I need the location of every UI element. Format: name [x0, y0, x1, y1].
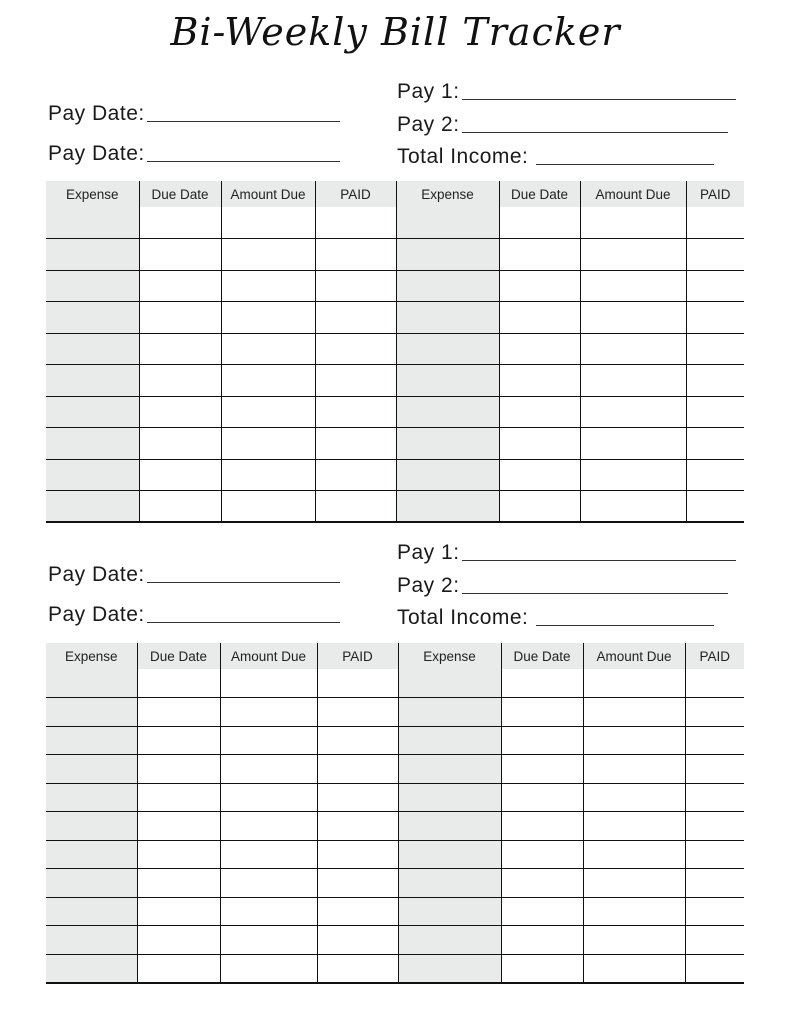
amount-due-cell[interactable] [580, 270, 686, 302]
pay-date-2-label: Pay Date: [48, 603, 145, 626]
col-amount-due-header: Amount Due [221, 181, 315, 207]
paid-cell[interactable] [685, 840, 744, 869]
expense-cell[interactable] [396, 333, 499, 365]
due-date-cell[interactable] [501, 783, 583, 812]
expense-cell[interactable] [398, 812, 501, 841]
paid-cell[interactable] [317, 812, 398, 841]
amount-due-cell[interactable] [580, 302, 686, 334]
paid-cell[interactable] [315, 459, 396, 491]
paid-cell[interactable] [686, 365, 744, 397]
due-date-cell[interactable] [499, 459, 580, 491]
amount-due-cell[interactable] [221, 239, 315, 271]
amount-due-cell[interactable] [221, 396, 315, 428]
paid-cell[interactable] [685, 954, 744, 983]
paid-cell[interactable] [685, 812, 744, 841]
paid-cell[interactable] [686, 333, 744, 365]
due-date-cell[interactable] [499, 239, 580, 271]
amount-due-cell[interactable] [221, 302, 315, 334]
due-date-cell[interactable] [499, 491, 580, 523]
amount-due-cell[interactable] [580, 239, 686, 271]
table-row [46, 755, 744, 784]
paid-cell[interactable] [686, 459, 744, 491]
due-date-cell[interactable] [139, 302, 221, 334]
expense-cell[interactable] [46, 270, 139, 302]
pay-2-label: Pay 2: [397, 574, 460, 597]
amount-due-cell[interactable] [220, 698, 317, 727]
amount-due-cell[interactable] [221, 333, 315, 365]
expense-cell[interactable] [46, 365, 139, 397]
pay-1-field[interactable] [397, 80, 736, 104]
col-paid-header: PAID [315, 181, 396, 207]
table-row [46, 897, 744, 926]
table-row [46, 491, 744, 523]
due-date-cell[interactable] [499, 365, 580, 397]
expense-cell[interactable] [46, 698, 137, 727]
due-date-cell[interactable] [139, 491, 221, 523]
col-amount-due-header: Amount Due [220, 643, 317, 669]
table-row [46, 207, 744, 239]
paid-cell[interactable] [317, 755, 398, 784]
amount-due-cell[interactable] [220, 812, 317, 841]
table-row [46, 812, 744, 841]
table-header-row [46, 643, 744, 669]
paid-cell[interactable] [315, 270, 396, 302]
paid-cell[interactable] [315, 428, 396, 460]
amount-due-cell[interactable] [220, 669, 317, 698]
table-header-row [46, 181, 744, 207]
amount-due-cell[interactable] [583, 869, 685, 898]
table-row [46, 302, 744, 334]
col-amount-due-header: Amount Due [580, 181, 686, 207]
expense-cell[interactable] [398, 783, 501, 812]
due-date-cell[interactable] [501, 812, 583, 841]
paid-cell[interactable] [317, 726, 398, 755]
due-date-cell[interactable] [137, 926, 220, 955]
table-body-2 [46, 669, 744, 983]
col-expense-header: Expense [398, 643, 501, 669]
paid-cell[interactable] [686, 270, 744, 302]
due-date-cell[interactable] [137, 869, 220, 898]
pay-2-label: Pay 2: [397, 113, 460, 136]
due-date-cell[interactable] [501, 698, 583, 727]
paid-cell[interactable] [315, 302, 396, 334]
paid-cell[interactable] [685, 783, 744, 812]
due-date-cell[interactable] [139, 428, 221, 460]
total-income-field[interactable] [397, 606, 714, 630]
expense-cell[interactable] [396, 302, 499, 334]
amount-due-cell[interactable] [221, 428, 315, 460]
paid-cell[interactable] [686, 239, 744, 271]
amount-due-cell[interactable] [220, 954, 317, 983]
table-row [46, 783, 744, 812]
table-row [46, 869, 744, 898]
paid-cell[interactable] [315, 491, 396, 523]
due-date-cell[interactable] [501, 869, 583, 898]
expense-cell[interactable] [46, 869, 137, 898]
table-row [46, 239, 744, 271]
due-date-cell[interactable] [139, 333, 221, 365]
col-due-date-header: Due Date [499, 181, 580, 207]
expense-cell[interactable] [398, 669, 501, 698]
due-date-cell[interactable] [501, 669, 583, 698]
pay-date-1-label: Pay Date: [48, 102, 145, 125]
expense-cell[interactable] [398, 869, 501, 898]
col-expense-header: Expense [46, 181, 139, 207]
amount-due-cell[interactable] [220, 783, 317, 812]
total-income-field[interactable] [397, 145, 714, 169]
amount-due-cell[interactable] [220, 726, 317, 755]
table-row [46, 333, 744, 365]
amount-due-cell[interactable] [580, 365, 686, 397]
amount-due-cell[interactable] [220, 755, 317, 784]
amount-due-cell[interactable] [583, 926, 685, 955]
expense-cell[interactable] [396, 365, 499, 397]
expense-cell[interactable] [398, 726, 501, 755]
paid-cell[interactable] [315, 239, 396, 271]
expense-cell[interactable] [398, 698, 501, 727]
table-row [46, 270, 744, 302]
pay-date-2-field[interactable] [48, 142, 340, 166]
amount-due-cell[interactable] [583, 954, 685, 983]
table-row [46, 726, 744, 755]
col-paid-header: PAID [685, 643, 744, 669]
amount-due-cell[interactable] [220, 840, 317, 869]
due-date-cell[interactable] [137, 812, 220, 841]
due-date-cell[interactable] [139, 207, 221, 239]
due-date-cell[interactable] [137, 726, 220, 755]
expense-cell[interactable] [46, 755, 137, 784]
paid-cell[interactable] [315, 333, 396, 365]
due-date-cell[interactable] [139, 459, 221, 491]
paid-cell[interactable] [685, 897, 744, 926]
paid-cell[interactable] [315, 365, 396, 397]
expense-cell[interactable] [398, 897, 501, 926]
table-row [46, 840, 744, 869]
pay-1-line[interactable] [462, 98, 736, 100]
amount-due-cell[interactable] [580, 491, 686, 523]
pay-date-2-line[interactable] [147, 160, 340, 162]
total-income-label: Total Income: [397, 145, 529, 168]
pay-date-2-line[interactable] [147, 621, 340, 623]
due-date-cell[interactable] [501, 897, 583, 926]
due-date-cell[interactable] [139, 365, 221, 397]
due-date-cell[interactable] [501, 755, 583, 784]
pay-1-line[interactable] [462, 559, 736, 561]
due-date-cell[interactable] [499, 270, 580, 302]
amount-due-cell[interactable] [580, 428, 686, 460]
paid-cell[interactable] [685, 669, 744, 698]
due-date-cell[interactable] [139, 396, 221, 428]
amount-due-cell[interactable] [583, 669, 685, 698]
paid-cell[interactable] [317, 954, 398, 983]
expense-cell[interactable] [396, 270, 499, 302]
due-date-cell[interactable] [501, 726, 583, 755]
amount-due-cell[interactable] [220, 869, 317, 898]
expense-cell[interactable] [396, 459, 499, 491]
col-amount-due-header: Amount Due [583, 643, 685, 669]
amount-due-cell[interactable] [220, 926, 317, 955]
due-date-cell[interactable] [137, 669, 220, 698]
amount-due-cell[interactable] [583, 783, 685, 812]
due-date-cell[interactable] [499, 396, 580, 428]
table-row [46, 926, 744, 955]
bill-table-2 [46, 643, 744, 984]
paid-cell[interactable] [317, 869, 398, 898]
expense-cell[interactable] [46, 333, 139, 365]
pay-2-field[interactable] [397, 113, 728, 137]
amount-due-cell[interactable] [583, 698, 685, 727]
table-row [46, 954, 744, 983]
amount-due-cell[interactable] [583, 897, 685, 926]
pay-1-label: Pay 1: [397, 541, 460, 564]
paid-cell[interactable] [686, 207, 744, 239]
expense-cell[interactable] [396, 428, 499, 460]
amount-due-cell[interactable] [221, 365, 315, 397]
page-title: Bi-Weekly Bill Tracker [170, 10, 621, 54]
amount-due-cell[interactable] [221, 491, 315, 523]
expense-cell[interactable] [398, 954, 501, 983]
expense-cell[interactable] [46, 428, 139, 460]
expense-cell[interactable] [46, 207, 139, 239]
bill-table-1 [46, 181, 744, 523]
due-date-cell[interactable] [501, 926, 583, 955]
paid-cell[interactable] [317, 698, 398, 727]
expense-cell[interactable] [46, 239, 139, 271]
table-row [46, 365, 744, 397]
paid-cell[interactable] [315, 396, 396, 428]
pay-date-1-line[interactable] [147, 581, 340, 583]
due-date-cell[interactable] [499, 302, 580, 334]
due-date-cell[interactable] [501, 840, 583, 869]
expense-cell[interactable] [46, 726, 137, 755]
paid-cell[interactable] [685, 755, 744, 784]
due-date-cell[interactable] [137, 755, 220, 784]
paid-cell[interactable] [315, 207, 396, 239]
due-date-cell[interactable] [137, 840, 220, 869]
table-row [46, 669, 744, 698]
table-row [46, 428, 744, 460]
amount-due-cell[interactable] [580, 396, 686, 428]
amount-due-cell[interactable] [583, 840, 685, 869]
expense-cell[interactable] [46, 491, 139, 523]
table-row [46, 459, 744, 491]
due-date-cell[interactable] [137, 783, 220, 812]
col-expense-header: Expense [396, 181, 499, 207]
due-date-cell[interactable] [499, 333, 580, 365]
pay-2-line[interactable] [462, 592, 728, 594]
total-income-line[interactable] [536, 624, 714, 626]
paid-cell[interactable] [317, 926, 398, 955]
pay-date-2-field[interactable] [48, 603, 340, 627]
pay-2-line[interactable] [462, 131, 728, 133]
paid-cell[interactable] [686, 491, 744, 523]
amount-due-cell[interactable] [583, 812, 685, 841]
expense-cell[interactable] [396, 491, 499, 523]
pay-date-1-line[interactable] [147, 120, 340, 122]
amount-due-cell[interactable] [580, 207, 686, 239]
amount-due-cell[interactable] [221, 270, 315, 302]
table-row [46, 698, 744, 727]
expense-cell[interactable] [46, 302, 139, 334]
pay-date-1-field[interactable] [48, 563, 340, 587]
col-paid-header: PAID [317, 643, 398, 669]
col-due-date-header: Due Date [137, 643, 220, 669]
expense-cell[interactable] [46, 954, 137, 983]
expense-cell[interactable] [46, 897, 137, 926]
expense-cell[interactable] [46, 459, 139, 491]
total-income-line[interactable] [536, 163, 714, 165]
amount-due-cell[interactable] [580, 459, 686, 491]
col-due-date-header: Due Date [501, 643, 583, 669]
expense-cell[interactable] [46, 840, 137, 869]
expense-cell[interactable] [396, 396, 499, 428]
paid-cell[interactable] [685, 726, 744, 755]
amount-due-cell[interactable] [220, 897, 317, 926]
expense-cell[interactable] [396, 239, 499, 271]
paid-cell[interactable] [685, 698, 744, 727]
due-date-cell[interactable] [137, 897, 220, 926]
amount-due-cell[interactable] [583, 726, 685, 755]
paid-cell[interactable] [317, 840, 398, 869]
pay-1-label: Pay 1: [397, 80, 460, 103]
amount-due-cell[interactable] [221, 207, 315, 239]
expense-cell[interactable] [46, 926, 137, 955]
pay-2-field[interactable] [397, 574, 728, 598]
paid-cell[interactable] [686, 302, 744, 334]
paid-cell[interactable] [317, 783, 398, 812]
pay-date-1-label: Pay Date: [48, 563, 145, 586]
expense-cell[interactable] [46, 812, 137, 841]
total-income-label: Total Income: [397, 606, 529, 629]
expense-cell[interactable] [396, 207, 499, 239]
due-date-cell[interactable] [137, 698, 220, 727]
expense-cell[interactable] [398, 755, 501, 784]
expense-cell[interactable] [398, 926, 501, 955]
paid-cell[interactable] [685, 869, 744, 898]
paid-cell[interactable] [685, 926, 744, 955]
amount-due-cell[interactable] [221, 459, 315, 491]
due-date-cell[interactable] [139, 270, 221, 302]
paid-cell[interactable] [317, 669, 398, 698]
due-date-cell[interactable] [137, 954, 220, 983]
expense-cell[interactable] [46, 783, 137, 812]
due-date-cell[interactable] [139, 239, 221, 271]
due-date-cell[interactable] [499, 207, 580, 239]
paid-cell[interactable] [686, 396, 744, 428]
table-row [46, 396, 744, 428]
paid-cell[interactable] [686, 428, 744, 460]
table-body-1 [46, 207, 744, 522]
pay-1-field[interactable] [397, 541, 736, 565]
expense-cell[interactable] [46, 396, 139, 428]
pay-date-2-label: Pay Date: [48, 142, 145, 165]
due-date-cell[interactable] [499, 428, 580, 460]
col-paid-header: PAID [686, 181, 744, 207]
due-date-cell[interactable] [501, 954, 583, 983]
pay-date-1-field[interactable] [48, 102, 340, 126]
col-due-date-header: Due Date [139, 181, 221, 207]
expense-cell[interactable] [46, 669, 137, 698]
expense-cell[interactable] [398, 840, 501, 869]
paid-cell[interactable] [317, 897, 398, 926]
amount-due-cell[interactable] [580, 333, 686, 365]
amount-due-cell[interactable] [583, 755, 685, 784]
col-expense-header: Expense [46, 643, 137, 669]
